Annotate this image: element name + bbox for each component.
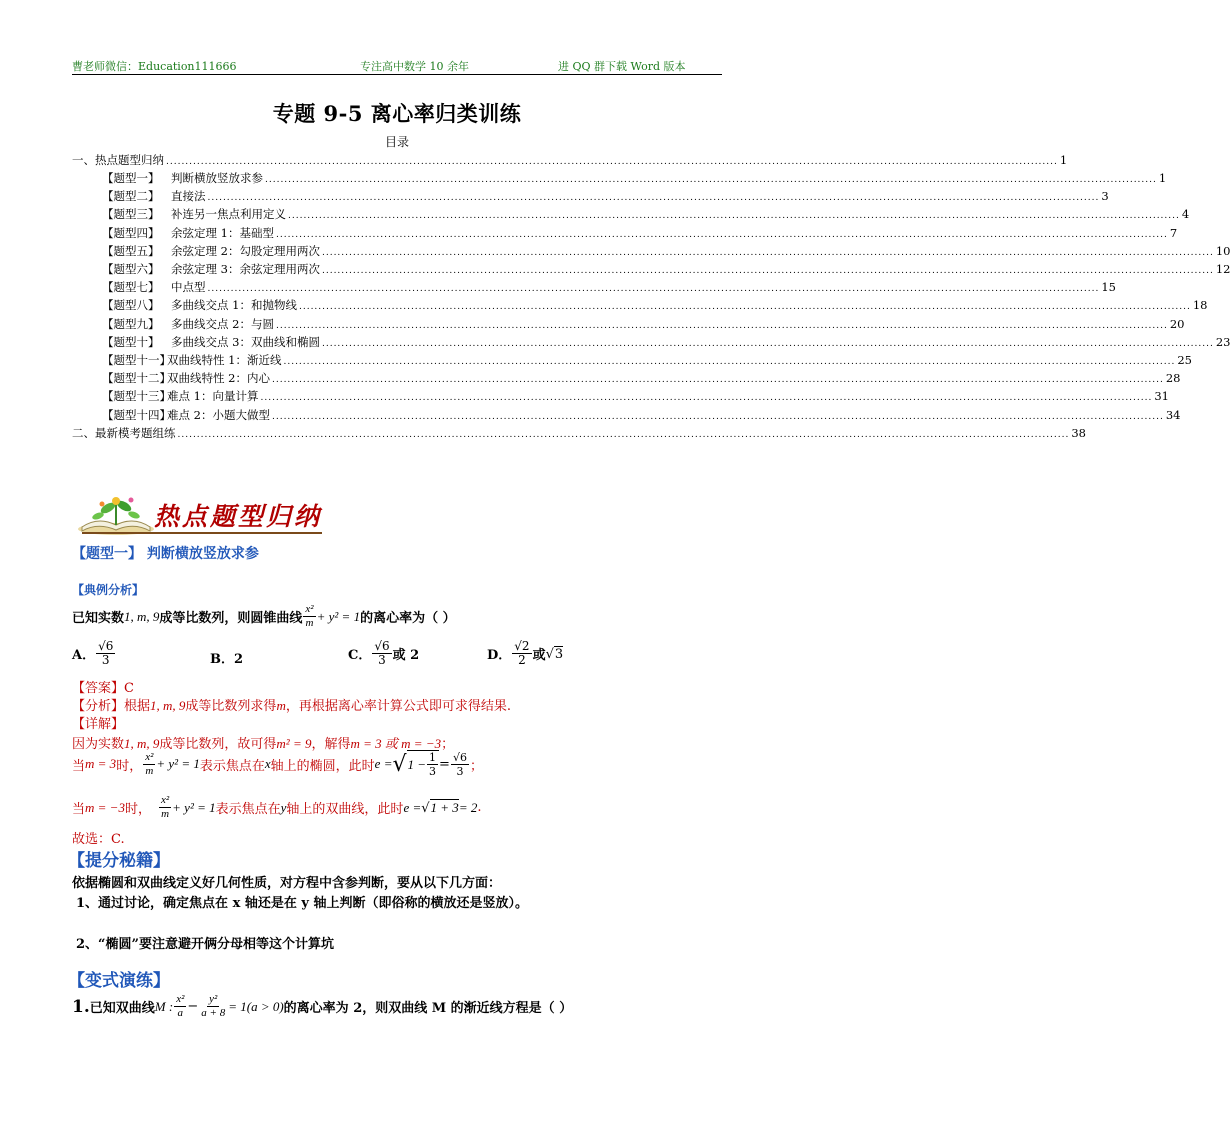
toc-item-label: 双曲线特性 1：渐近线: [167, 353, 282, 367]
detail-line-2: 当 m = 3 时， $\frac{\text{x²}}{m}$ + y² = 1 表示焦点在 x 轴上的椭圆，此时 e = √ 1 − $\frac{1}{3}$ = $\frac{√6}{3}$ ；: [72, 750, 483, 778]
toc-item[interactable]: 【题型七】 中点型 ....................................................................................................................................................................................................................................... 15: [102, 280, 1116, 295]
toc-item-page: 3: [1101, 189, 1109, 204]
question-type-heading: 【题型一】 判断横放竖放求参: [72, 546, 259, 562]
toc-item-label: 多曲线交点 3：双曲线和椭圆: [171, 334, 320, 349]
toc-item-page: 18: [1192, 298, 1208, 313]
toc-item[interactable]: 【题型十三】难点 1：向量计算 ....................................................................................................................................................................................................................................... 31: [102, 389, 1169, 404]
toc-item-label: 多曲线交点 1：和抛物线: [171, 298, 297, 313]
fraction-x2-over-m: $\frac{\text{x²}}{m}$: [305, 603, 314, 629]
header-center: 专注高中数学 10 余年: [360, 60, 469, 73]
option-c[interactable]: C． $\frac{√6}{3}$ 或 2: [348, 639, 420, 667]
toc-item-page: 31: [1154, 389, 1169, 404]
toc-item[interactable]: 【题型六】 余弦定理 3：余弦定理用两次 ....................................................................................................................................................................................................................................... 12: [102, 262, 1230, 276]
header-rule: [72, 74, 722, 75]
toc-item-label: 难点 2：小题大做型: [167, 407, 270, 422]
toc-item-category: 【题型六】: [102, 262, 160, 276]
toc-item-category: 【题型一】: [102, 171, 160, 185]
toc-item-label: 中点型: [171, 280, 206, 295]
section-banner: [76, 494, 328, 536]
header-left: 曹老师微信：Education111666: [72, 60, 237, 73]
example-heading: 【典例分析】: [72, 583, 145, 597]
banner-title: 热点题型归纳: [154, 502, 323, 531]
toc-item-page: 34: [1165, 407, 1181, 422]
toc-item[interactable]: 【题型二】 直接法 ....................................................................................................................................................................................................................................... 3: [102, 189, 1109, 204]
toc-item-category: 【题型十三】: [102, 389, 171, 404]
toc-item-page: 23: [1215, 334, 1230, 349]
toc-item-page: 4: [1181, 207, 1190, 222]
page-title: 专题 9-5 离心率归类训练: [272, 101, 522, 126]
toc-section-2[interactable]: 二、最新模考题组练 ....................................................................................................................................................................................................................................... 38: [72, 426, 1086, 440]
detail-conclusion: 故选：C.: [72, 832, 125, 847]
toc-item[interactable]: 【题型八】 多曲线交点 1：和抛物线 ....................................................................................................................................................................................................................................... 18: [102, 298, 1208, 313]
toc-item-page: 1: [1158, 171, 1167, 185]
toc-item-page: 20: [1169, 316, 1185, 331]
toc-item-label: 难点 1：向量计算: [167, 389, 259, 404]
toc-item-category: 【题型四】: [102, 225, 160, 240]
toc-item[interactable]: 【题型五】 余弦定理 2：勾股定理用两次 ....................................................................................................................................................................................................................................... 10: [102, 243, 1230, 258]
analysis: 【分析】根据1, m, 9成等比数列求得m，再根据离心率计算公式即可求得结果.: [72, 698, 511, 714]
toc-item-page: 7: [1169, 225, 1178, 240]
toc-item-label: 直接法: [171, 189, 206, 204]
toc-item-category: 【题型十四】: [102, 407, 171, 422]
toc-item-label: 多曲线交点 2：与圆: [171, 316, 274, 331]
toc-heading: 目录: [384, 135, 409, 149]
toc-item-page: 15: [1101, 280, 1116, 295]
toc-item-label: 判断横放竖放求参: [171, 171, 263, 185]
detail-line-1: 因为实数1, m, 9成等比数列，故可得m² = 9，解得m = 3 或 m = −3；: [72, 736, 455, 752]
toc-item-category: 【题型十一】: [102, 353, 171, 367]
toc-item-label: 余弦定理 3：余弦定理用两次: [171, 262, 320, 276]
toc-section-1[interactable]: 一、热点题型归纳 ....................................................................................................................................................................................................................................... 1: [72, 153, 1068, 167]
variant-heading: 【变式演练】: [68, 971, 170, 991]
toc-item[interactable]: 【题型十一】双曲线特性 1：渐近线 ....................................................................................................................................................................................................................................... 25: [102, 353, 1192, 367]
toc-item-page: 25: [1177, 353, 1192, 367]
toc-item-label: 补连另一焦点利用定义: [171, 207, 286, 222]
tips-intro: 依据椭圆和双曲线定义好几何性质，对方程中含参判断，要从以下几方面：: [72, 876, 502, 891]
toc-item[interactable]: 【题型十二】双曲线特性 2：内心 ....................................................................................................................................................................................................................................... 28: [102, 371, 1181, 386]
toc-item-category: 【题型二】: [102, 189, 160, 204]
detail-line-3: 当 m = −3 时， $\frac{\text{x²}}{m}$ + y² = 1 表示焦点在 y 轴上的双曲线，此时 e = √1 + 3 = 2 .: [72, 794, 482, 820]
option-b[interactable]: B．2: [210, 652, 244, 667]
answer: 【答案】C: [72, 681, 134, 696]
toc-item[interactable]: 【题型一】 判断横放竖放求参 ....................................................................................................................................................................................................................................... 1: [102, 171, 1167, 185]
tips-point-2: 2、“椭圆”要注意避开俩分母相等这个计算坑: [76, 937, 335, 952]
header-right: 进 QQ 群下载 Word 版本: [558, 60, 686, 73]
question-text: 已知实数 1, m, 9 成等比数列，则圆锥曲线 $\frac{\text{x²}}{m}$ + y² = 1 的离心率为（ ）: [72, 603, 456, 629]
toc-item[interactable]: 【题型四】 余弦定理 1：基础型 ....................................................................................................................................................................................................................................... 7: [102, 225, 1178, 240]
toc-item-page: 12: [1215, 262, 1230, 276]
tips-point-1: 1、通过讨论，确定焦点在 x 轴还是在 y 轴上判断（即俗称的横放还是竖放）。: [76, 896, 528, 911]
toc-item-category: 【题型十】: [102, 334, 160, 349]
toc-item-category: 【题型十二】: [102, 371, 171, 386]
toc-item-label: 余弦定理 1：基础型: [171, 225, 274, 240]
detail-heading: 【详解】: [72, 717, 125, 732]
option-d[interactable]: D． $\frac{√2}{2}$ 或 √3: [487, 639, 564, 667]
toc-item-category: 【题型九】: [102, 316, 160, 331]
toc-item-category: 【题型五】: [102, 243, 160, 258]
toc-item[interactable]: 【题型十】 多曲线交点 3：双曲线和椭圆 ....................................................................................................................................................................................................................................... 23: [102, 334, 1230, 349]
toc-item-category: 【题型七】: [102, 280, 160, 295]
toc-item-category: 【题型三】: [102, 207, 160, 222]
tips-heading: 【提分秘籍】: [68, 851, 170, 871]
toc-item-page: 10: [1215, 243, 1230, 258]
toc-item-page: 28: [1165, 371, 1181, 386]
toc-item-label: 余弦定理 2：勾股定理用两次: [171, 243, 320, 258]
toc-item-label: 双曲线特性 2：内心: [167, 371, 270, 386]
variant-question-1: 1. 已知双曲线 M : $\frac{\text{x²}}{a}$ − $\frac{\text{y²}}{a + 8}$ = 1(a > 0) 的离心率为 2，则双曲线 M 的渐近线方程是（ ）: [72, 993, 573, 1019]
toc-item[interactable]: 【题型九】 多曲线交点 2：与圆 ....................................................................................................................................................................................................................................... 20: [102, 316, 1185, 331]
toc-item[interactable]: 【题型三】 补连另一焦点利用定义 ....................................................................................................................................................................................................................................... 4: [102, 207, 1190, 222]
option-a[interactable]: A． $\frac{√6}{3}$: [72, 639, 114, 667]
toc-item[interactable]: 【题型十四】难点 2：小题大做型 ....................................................................................................................................................................................................................................... 34: [102, 407, 1181, 422]
toc-item-category: 【题型八】: [102, 298, 160, 313]
